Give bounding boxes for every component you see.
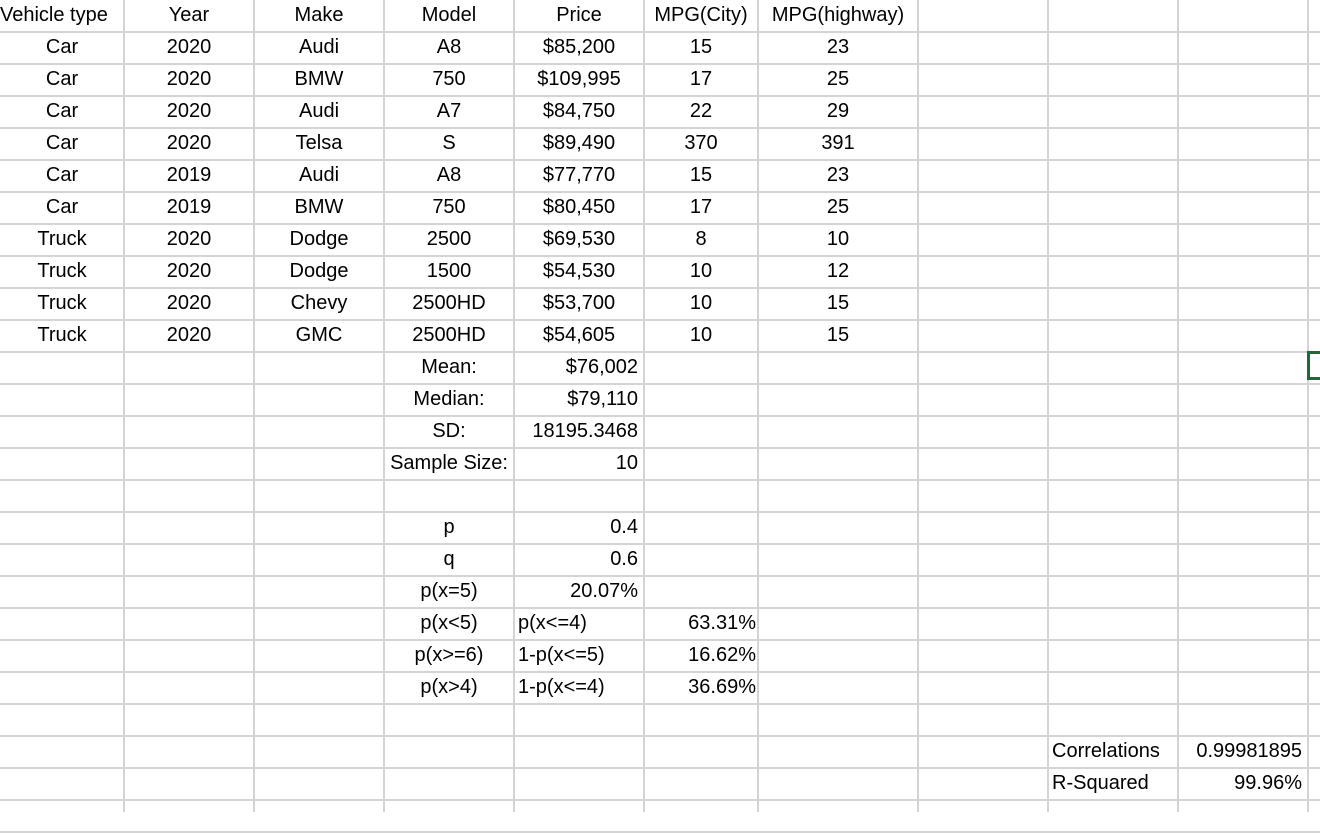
table-cell-price[interactable]: $54,530	[542, 260, 616, 282]
table-cell-type[interactable]: Car	[45, 164, 79, 186]
row-gridline	[0, 575, 1320, 577]
table-cell-make[interactable]: GMC	[295, 324, 343, 346]
header-cell[interactable]: MPG(City)	[654, 4, 748, 26]
correlation-value[interactable]: 0.99981895	[1196, 740, 1302, 762]
table-cell-make[interactable]: Audi	[298, 100, 340, 122]
table-cell-make[interactable]: BMW	[294, 68, 344, 90]
table-cell-make[interactable]: BMW	[294, 196, 344, 218]
stat-label[interactable]: Mean:	[421, 356, 477, 378]
table-cell-year[interactable]: 2020	[166, 260, 212, 282]
table-cell-city[interactable]: 17	[689, 68, 713, 90]
header-cell[interactable]: Vehicle type	[0, 4, 108, 26]
binomial-calc-label[interactable]: p(x>=6)	[414, 644, 484, 666]
row-gridline	[0, 543, 1320, 545]
stat-value[interactable]: 10	[615, 452, 638, 474]
table-cell-type[interactable]: Truck	[37, 260, 87, 282]
row-gridline	[0, 799, 1320, 801]
table-cell-city[interactable]: 10	[689, 292, 713, 314]
stat-value[interactable]: 18195.3468	[532, 420, 638, 442]
table-cell-make[interactable]: Telsa	[295, 132, 343, 154]
header-cell[interactable]: Model	[421, 4, 477, 26]
table-cell-model[interactable]: S	[442, 132, 456, 154]
row-gridline	[0, 447, 1320, 449]
table-cell-price[interactable]: $109,995	[537, 68, 621, 90]
row-gridline	[0, 415, 1320, 417]
table-cell-type[interactable]: Truck	[37, 324, 87, 346]
table-cell-year[interactable]: 2020	[166, 228, 212, 250]
table-cell-city[interactable]: 8	[695, 228, 707, 250]
binomial-label[interactable]: q	[443, 548, 455, 570]
correlation-value[interactable]: 99.96%	[1234, 772, 1302, 794]
table-cell-city[interactable]: 15	[689, 36, 713, 58]
table-cell-year[interactable]: 2019	[166, 164, 212, 186]
table-cell-highway[interactable]: 391	[821, 132, 855, 154]
selected-cell[interactable]	[1307, 351, 1320, 380]
table-cell-price[interactable]: $85,200	[542, 36, 616, 58]
column-gridline	[1047, 0, 1049, 812]
table-cell-model[interactable]: 750	[432, 68, 466, 90]
table-cell-highway[interactable]: 15	[826, 324, 850, 346]
table-cell-city[interactable]: 17	[689, 196, 713, 218]
header-cell[interactable]: Year	[168, 4, 210, 26]
binomial-formula[interactable]: p(x<=4)	[518, 612, 587, 634]
table-cell-type[interactable]: Truck	[37, 228, 87, 250]
table-cell-make[interactable]: Audi	[298, 36, 340, 58]
table-cell-model[interactable]: 1500	[426, 260, 472, 282]
stat-value[interactable]: $79,110	[567, 388, 638, 410]
binomial-calc-value[interactable]: 16.62%	[688, 644, 756, 666]
stat-value[interactable]: $76,002	[565, 356, 638, 378]
binomial-value[interactable]: 0.6	[610, 548, 638, 570]
table-cell-city[interactable]: 10	[689, 260, 713, 282]
header-cell[interactable]: MPG(highway)	[771, 4, 905, 26]
table-cell-year[interactable]: 2020	[166, 68, 212, 90]
row-gridline	[0, 511, 1320, 513]
table-cell-highway[interactable]: 25	[826, 68, 850, 90]
binomial-label[interactable]: p(x=5)	[420, 580, 478, 602]
table-cell-model[interactable]: A8	[436, 36, 462, 58]
table-cell-price[interactable]: $54,605	[542, 324, 616, 346]
table-cell-highway[interactable]: 25	[826, 196, 850, 218]
table-cell-price[interactable]: $89,490	[542, 132, 616, 154]
table-cell-type[interactable]: Truck	[37, 292, 87, 314]
table-cell-year[interactable]: 2020	[166, 132, 212, 154]
binomial-value[interactable]: 20.07%	[570, 580, 638, 602]
binomial-calc-value[interactable]: 36.69%	[688, 676, 756, 698]
row-gridline	[0, 479, 1320, 481]
table-cell-model[interactable]: 2500	[426, 228, 472, 250]
table-cell-model[interactable]: A7	[436, 100, 462, 122]
table-cell-type[interactable]: Car	[45, 36, 79, 58]
table-cell-highway[interactable]: 10	[826, 228, 850, 250]
table-cell-year[interactable]: 2020	[166, 324, 212, 346]
correlation-label[interactable]: Correlations	[1052, 740, 1160, 762]
binomial-calc-label[interactable]: p(x<5)	[420, 612, 478, 634]
row-gridline	[0, 703, 1320, 705]
table-cell-highway[interactable]: 29	[826, 100, 850, 122]
table-cell-year[interactable]: 2019	[166, 196, 212, 218]
table-cell-highway[interactable]: 23	[826, 36, 850, 58]
row-gridline	[0, 351, 1320, 353]
binomial-formula[interactable]: 1-p(x<=4)	[518, 676, 605, 698]
correlation-label[interactable]: R-Squared	[1052, 772, 1149, 794]
table-cell-year[interactable]: 2020	[166, 292, 212, 314]
table-cell-type[interactable]: Car	[45, 68, 79, 90]
stat-label[interactable]: SD:	[432, 420, 466, 442]
stat-label[interactable]: Sample Size:	[390, 452, 508, 474]
binomial-calc-value[interactable]: 63.31%	[688, 612, 756, 634]
table-cell-type[interactable]: Car	[45, 132, 79, 154]
table-cell-city[interactable]: 15	[689, 164, 713, 186]
header-cell[interactable]: Make	[294, 4, 344, 26]
table-cell-year[interactable]: 2020	[166, 100, 212, 122]
table-cell-city[interactable]: 22	[689, 100, 713, 122]
table-cell-city[interactable]: 10	[689, 324, 713, 346]
table-cell-city[interactable]: 370	[684, 132, 718, 154]
binomial-label[interactable]: p	[443, 516, 455, 538]
table-cell-model[interactable]: 750	[432, 196, 466, 218]
table-cell-make[interactable]: Chevy	[290, 292, 348, 314]
table-cell-highway[interactable]: 12	[826, 260, 850, 282]
table-cell-make[interactable]: Dodge	[289, 228, 349, 250]
stat-label[interactable]: Median:	[413, 388, 485, 410]
table-cell-model[interactable]: 2500HD	[412, 292, 486, 314]
table-cell-price[interactable]: $53,700	[542, 292, 616, 314]
header-cell[interactable]: Price	[556, 4, 602, 26]
table-cell-type[interactable]: Car	[45, 100, 79, 122]
table-cell-price[interactable]: $69,530	[542, 228, 616, 250]
table-cell-year[interactable]: 2020	[166, 36, 212, 58]
column-gridline	[1177, 0, 1179, 812]
table-cell-price[interactable]: $84,750	[542, 100, 616, 122]
table-cell-highway[interactable]: 15	[826, 292, 850, 314]
table-cell-type[interactable]: Car	[45, 196, 79, 218]
table-cell-make[interactable]: Dodge	[289, 260, 349, 282]
table-cell-price[interactable]: $77,770	[542, 164, 616, 186]
column-gridline	[1307, 0, 1309, 812]
row-gridline	[0, 383, 1320, 385]
table-cell-model[interactable]: 2500HD	[412, 324, 486, 346]
binomial-value[interactable]: 0.4	[610, 516, 638, 538]
binomial-calc-label[interactable]: p(x>4)	[420, 676, 478, 698]
table-cell-make[interactable]: Audi	[298, 164, 340, 186]
binomial-formula[interactable]: 1-p(x<=5)	[518, 644, 605, 666]
table-cell-highway[interactable]: 23	[826, 164, 850, 186]
table-cell-model[interactable]: A8	[436, 164, 462, 186]
table-cell-price[interactable]: $80,450	[542, 196, 616, 218]
